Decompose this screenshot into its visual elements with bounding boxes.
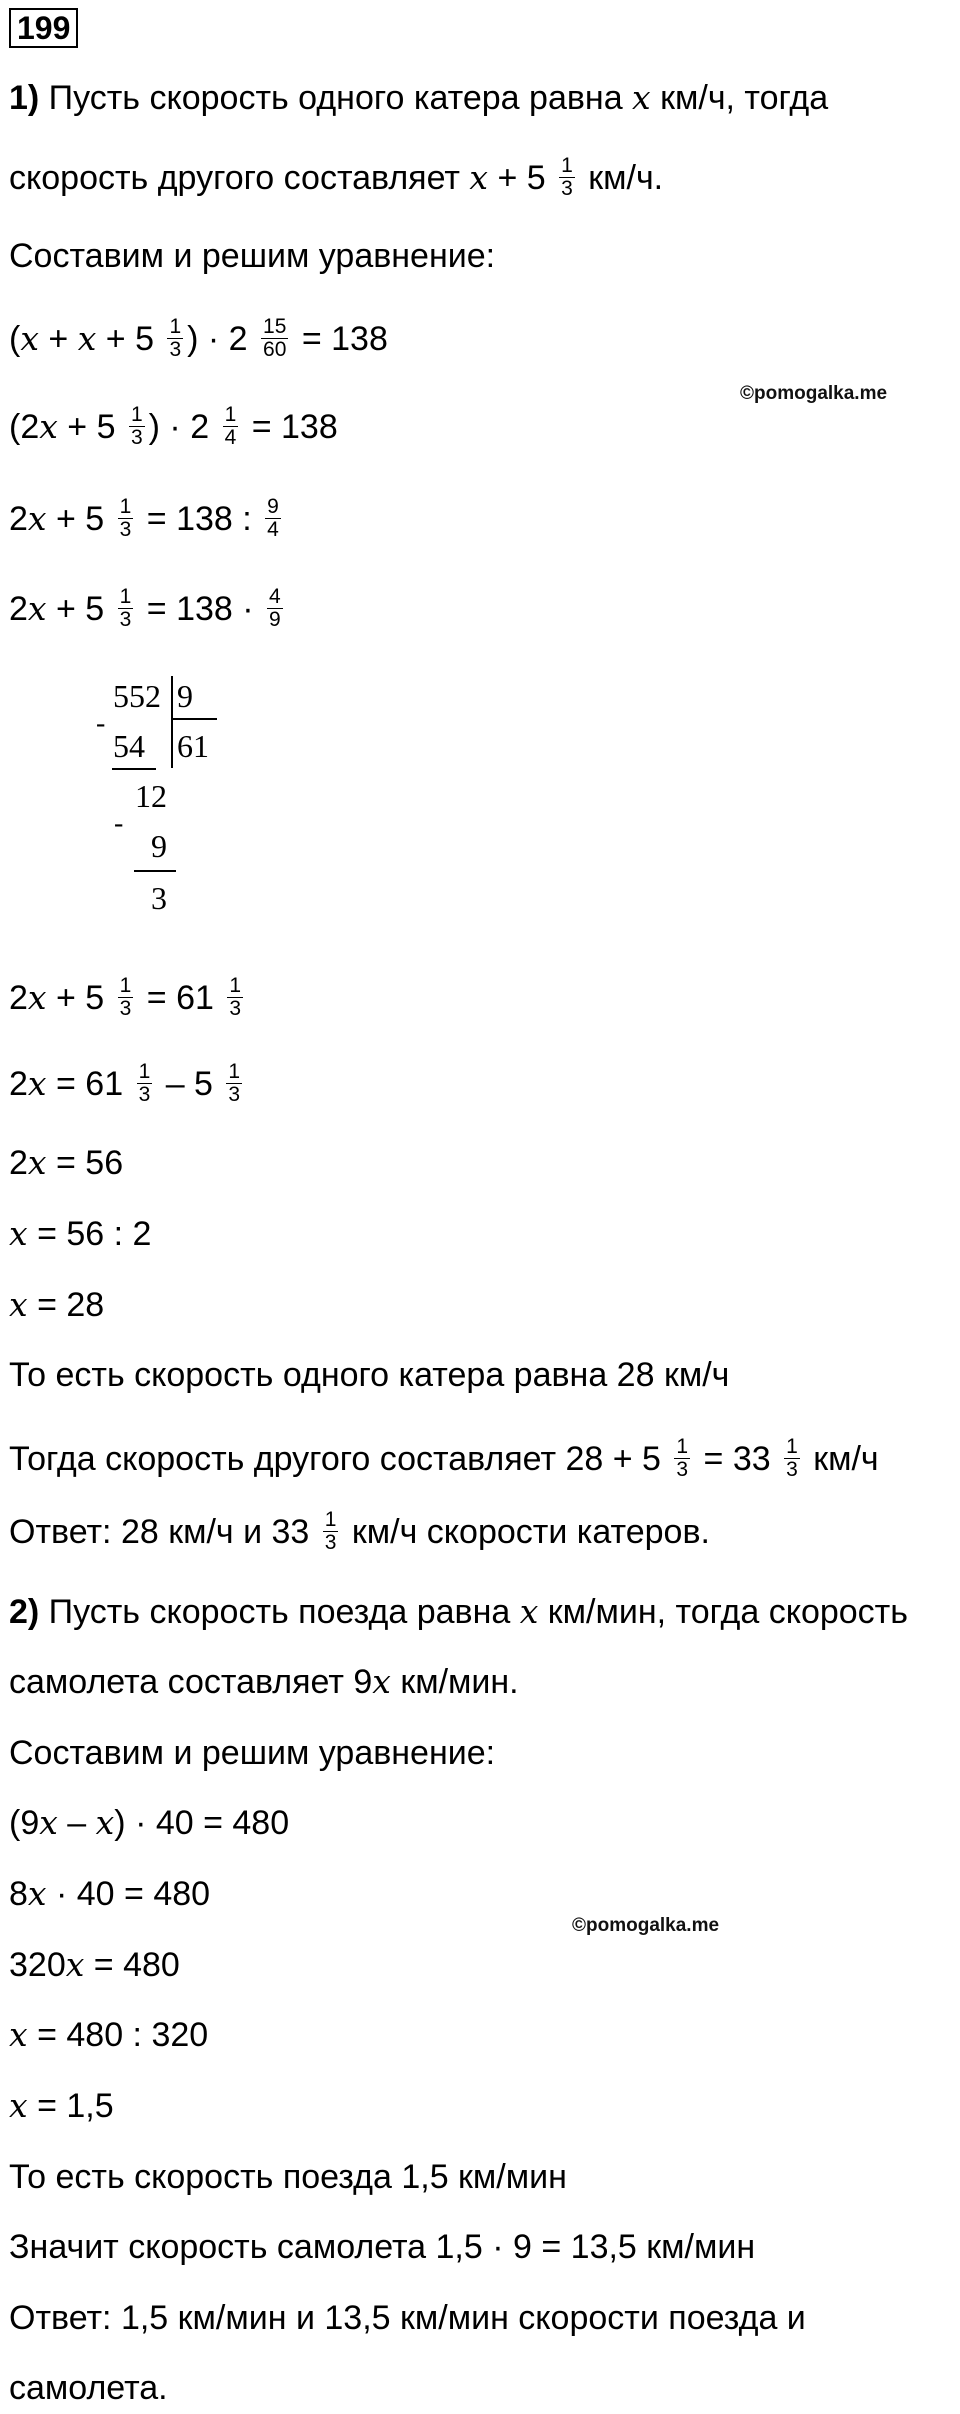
text: скорость другого составляет	[9, 158, 470, 197]
text: км/ч, тогда	[650, 79, 829, 117]
p1-equation-6	[9, 1061, 246, 1106]
fraction-fifteen-sixtieths: $\frac{15}{60}$	[263, 315, 287, 361]
text: То есть скорость поезда 1,5 км/мин	[9, 2158, 567, 2196]
watermark: ©pomogalka.me	[740, 383, 888, 404]
p1-intro-line2	[9, 155, 663, 200]
text: = 138 ·	[137, 589, 264, 628]
p2-equation-3	[9, 1943, 180, 1987]
p2-equation-4	[9, 2013, 208, 2057]
text: · 40 = 480	[46, 1875, 211, 1913]
variable-x: x	[9, 1214, 28, 1253]
division-subtrahend-2: 9	[151, 828, 167, 864]
fraction-one-quarter: $\frac{1}{4}$	[224, 403, 237, 449]
p2-result-1	[9, 2155, 567, 2199]
variable-x: x	[65, 1945, 85, 1984]
p2-intro-line1	[9, 1590, 908, 1634]
minus-sign: -	[96, 708, 106, 739]
variable-x: x	[95, 1803, 115, 1842]
variable-x: x	[27, 588, 47, 628]
variable-x: x	[77, 318, 97, 358]
variable-x: x	[27, 1143, 47, 1182]
text: Ответ: 28 км/ч и 33	[9, 1512, 319, 1551]
text: = 28	[27, 1286, 105, 1324]
fraction-one-third: $\frac{1}{3}$	[561, 154, 573, 200]
variable-x: x	[27, 498, 47, 538]
text: Тогда скорость другого составляет 28 + 5	[9, 1439, 671, 1478]
variable-x: x	[9, 2015, 28, 2054]
variable-x: x	[469, 157, 489, 197]
variable-x: x	[519, 1592, 539, 1631]
text: = 138 :	[137, 499, 262, 538]
divisor-underline	[171, 718, 217, 720]
text: самолета составляет 9	[9, 1663, 373, 1701]
fraction-one-third: $\frac{1}{3}$	[119, 495, 132, 541]
text: 2	[9, 1064, 28, 1103]
text: = 61	[46, 1064, 133, 1103]
text: То есть скорость одного катера равна 28 км/ч	[9, 1356, 730, 1394]
p1-equation-4	[9, 586, 287, 631]
text: –	[57, 1804, 96, 1842]
division-subtrahend-1: 54	[113, 728, 145, 764]
minus-sign: -	[114, 808, 124, 839]
division-quotient: 61	[177, 728, 209, 764]
text: Значит скорость самолета 1,5 · 9 = 13,5 км/мин	[9, 2228, 756, 2266]
fraction-one-third: $\frac{1}{3}$	[130, 403, 143, 449]
fraction-one-third: $\frac{1}{3}$	[119, 585, 132, 631]
text: км/мин, тогда скорость	[538, 1593, 908, 1631]
text: 2	[9, 589, 28, 628]
p1-equation-5	[9, 975, 247, 1020]
p1-intro-line1	[9, 76, 828, 120]
p2-intro-line2	[9, 1660, 519, 1704]
text: = 56 : 2	[27, 1215, 152, 1253]
p1-equation-8	[9, 1212, 151, 1256]
text: самолета.	[9, 2369, 168, 2407]
text: ) · 2	[148, 407, 219, 446]
fraction-one-third: $\frac{1}{3}$	[229, 974, 242, 1020]
text: – 5	[156, 1064, 223, 1103]
text: = 61	[137, 978, 224, 1017]
text: = 480	[84, 1946, 180, 1984]
text: + 5	[96, 319, 164, 358]
text: Составим и решим уравнение:	[9, 237, 496, 275]
variable-x: x	[39, 406, 58, 446]
p2-answer-line2	[9, 2366, 168, 2410]
text: (	[9, 319, 21, 358]
fraction-four-ninths: $\frac{4}{9}$	[269, 585, 281, 631]
text: = 1,5	[27, 2087, 114, 2125]
division-line-1	[112, 768, 156, 770]
fraction-one-third: $\frac{1}{3}$	[228, 1060, 241, 1106]
variable-x: x	[9, 2086, 28, 2125]
part2-label: 2)	[9, 1593, 40, 1631]
division-remainder-2: 3	[151, 880, 167, 916]
text: = 33	[694, 1439, 781, 1478]
text: Ответ: 1,5 км/мин и 13,5 км/мин скорости поезда и	[9, 2299, 806, 2337]
text: 8	[9, 1875, 28, 1913]
text: 320	[9, 1946, 66, 1984]
fraction-one-third: $\frac{1}{3}$	[138, 1060, 151, 1106]
text: (2	[9, 407, 40, 446]
text: Пусть скорость одного катера равна	[39, 79, 633, 117]
text: км/ч	[803, 1439, 879, 1478]
text: км/мин.	[390, 1663, 519, 1701]
text: = 480 : 320	[27, 2016, 209, 2054]
variable-x: x	[27, 977, 47, 1017]
p1-equation-2	[9, 404, 338, 449]
watermark: ©pomogalka.me	[572, 1915, 720, 1936]
fraction-one-third: $\frac{1}{3}$	[169, 315, 182, 361]
text: км/ч скорости катеров.	[342, 1512, 710, 1551]
p1-equation-1	[9, 316, 388, 361]
fraction-one-third: $\frac{1}{3}$	[786, 1435, 798, 1481]
fraction-nine-fourths: $\frac{9}{4}$	[267, 495, 279, 541]
text: 2	[9, 1144, 28, 1182]
p1-answer	[9, 1509, 710, 1554]
p1-equation-7	[9, 1141, 123, 1185]
text: ) · 2	[187, 319, 258, 358]
text: + 5	[46, 589, 114, 628]
fraction-one-third: $\frac{1}{3}$	[676, 1435, 689, 1481]
variable-x: x	[27, 1063, 47, 1103]
text: ) · 40 = 480	[114, 1804, 290, 1842]
text: = 56	[46, 1144, 124, 1182]
p1-result-2	[9, 1436, 879, 1481]
text: + 5	[46, 978, 114, 1017]
text: + 5	[46, 499, 114, 538]
text: км/ч.	[578, 158, 664, 197]
variable-x: x	[9, 1285, 28, 1324]
variable-x: x	[20, 318, 39, 358]
p2-result-2	[9, 2225, 755, 2269]
text: = 138	[242, 407, 338, 446]
text: + 5	[57, 407, 125, 446]
fraction-one-third: $\frac{1}{3}$	[119, 974, 132, 1020]
text: (9	[9, 1804, 40, 1842]
text: +	[38, 319, 78, 358]
text: Пусть скорость поезда равна	[39, 1593, 520, 1631]
task-number: 199	[9, 8, 78, 48]
text: 2	[9, 978, 28, 1017]
division-divisor: 9	[177, 678, 193, 714]
variable-x: x	[632, 78, 651, 117]
text: 2	[9, 499, 28, 538]
p1-result-1	[9, 1353, 729, 1397]
part1-label: 1)	[9, 79, 40, 117]
text: + 5	[488, 158, 556, 197]
text: = 138	[292, 319, 388, 358]
division-bar	[171, 676, 173, 768]
division-dividend: 552	[113, 678, 161, 714]
p1-equation-9	[9, 1283, 104, 1327]
variable-x: x	[372, 1662, 391, 1701]
division-remainder-1: 12	[135, 778, 167, 814]
p2-equation-5	[9, 2084, 114, 2128]
p2-compose	[9, 1731, 495, 1775]
p2-answer-line1	[9, 2296, 806, 2340]
p1-equation-3	[9, 496, 285, 541]
fraction-one-third: $\frac{1}{3}$	[324, 1508, 337, 1554]
p2-equation-2	[9, 1872, 210, 1916]
p2-equation-1	[9, 1801, 289, 1845]
text: Составим и решим уравнение:	[9, 1734, 496, 1772]
division-line-2	[134, 870, 176, 872]
variable-x: x	[27, 1874, 47, 1913]
variable-x: x	[39, 1803, 58, 1842]
p1-compose	[9, 234, 495, 278]
